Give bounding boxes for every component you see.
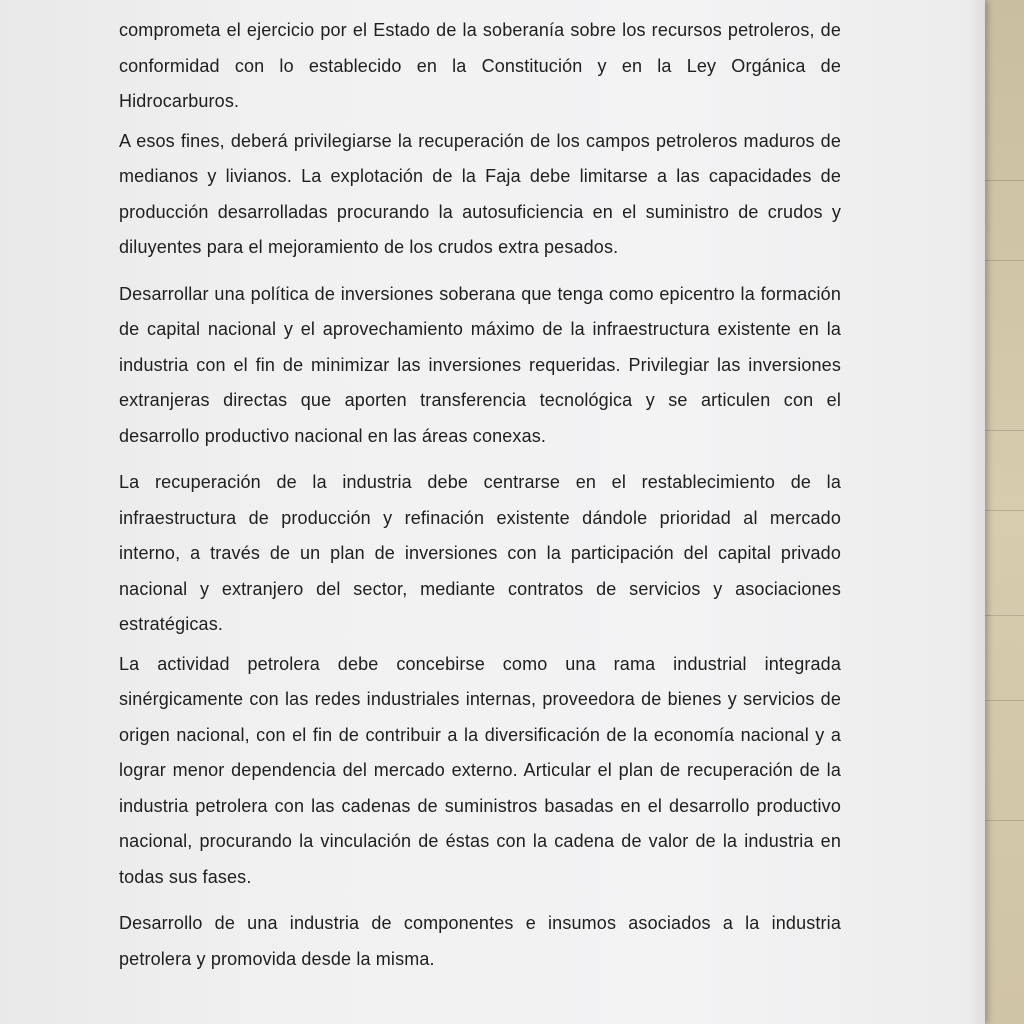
- paragraph-2: A esos fines, deberá privilegiarse la recuperación de los campos petroleros maduros de medianos y livianos. La explotación de la Faja debe limitarse a las capacidades de producción desarrolladas procurando la autosuficiencia en el suministro de crudos y diluyentes para el mejoramiento de los crudos extra pesados.: [119, 130, 841, 257]
- paragraph-3: Desarrollar una política de inversiones soberana que tenga como epicentro la formación de capital nacional y el aprovechamiento máximo de la infraestructura existente en la industria con el fin de minimizar las inversiones requeridas. Privilegiar las inversiones extranjeras directas que aporten transferencia tecnológica y se articulen con el desarrollo productivo nacional en las áreas conexas.: [119, 283, 841, 446]
- paragraph-5: La actividad petrolera debe concebirse como una rama industrial integrada sinérgicamente con las redes industriales internas, proveedora de bienes y servicios de origen nacional, con el fin de contribuir a la diversificación de la economía nacional y a lograr menor dependencia del mercado externo. Articular el plan de recuperación de la industria petrolera con las cadenas de suministros basadas en el desarrollo productivo nacional, procurando la vinculación de éstas con la cadena de valor de la industria en todas sus fases.: [119, 653, 841, 887]
- paragraph-6: Desarrollo de una industria de componentes e insumos asociados a la industria petrolera y promovida desde la misma.: [119, 913, 841, 969]
- page-text: [119, 13, 841, 988]
- paragraph-4: La recuperación de la industria debe centrarse en el restablecimiento de la infraestructura de producción y refinación existente dándole prioridad al mercado interno, a través de un plan de inversiones con la participación del capital privado nacional y extranjero del sector, mediante contratos de servicios y asociaciones estratégicas.: [119, 472, 841, 634]
- paragraph-1: comprometa el ejercicio por el Estado de la soberanía sobre los recursos petroleros, de conformidad con lo establecido en la Constitución y en la Ley Orgánica de Hidrocarburos.: [119, 20, 841, 111]
